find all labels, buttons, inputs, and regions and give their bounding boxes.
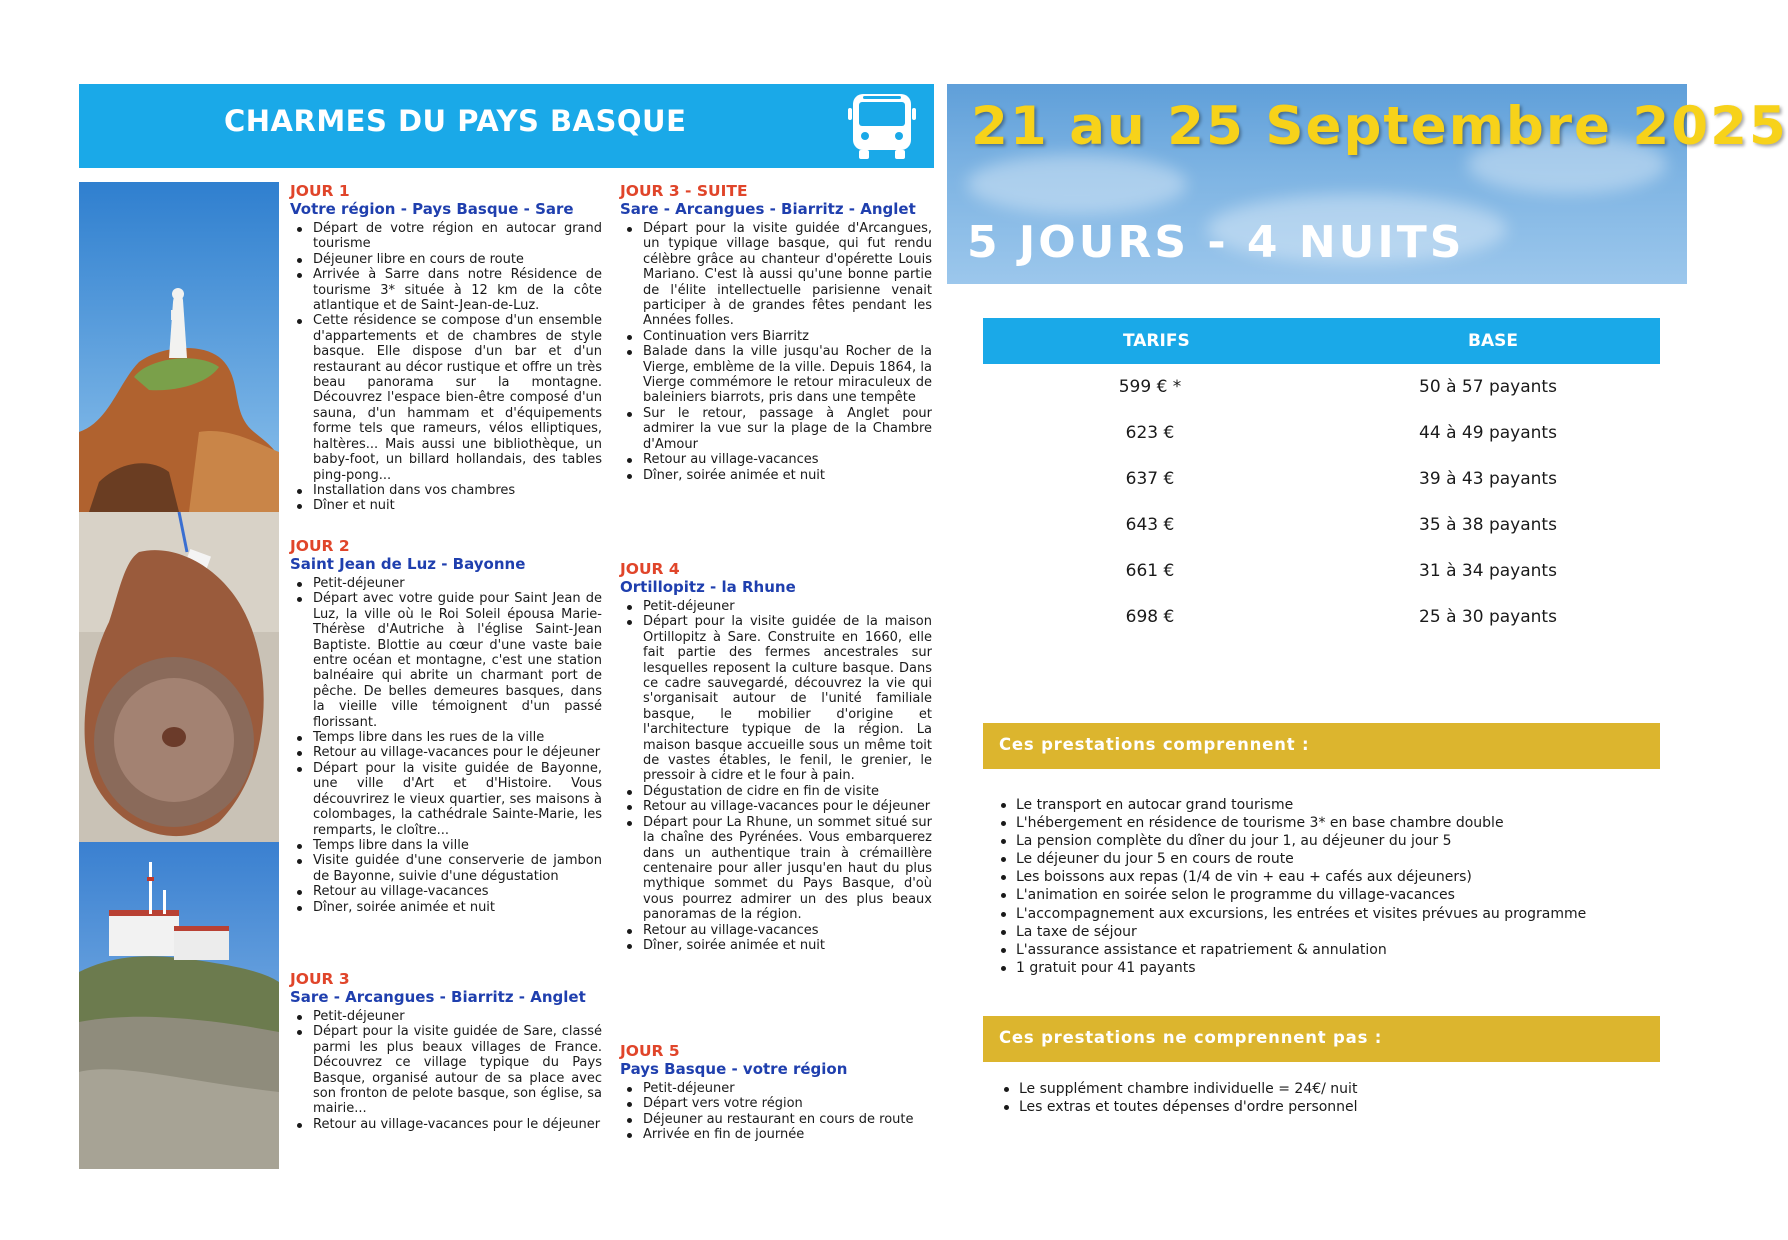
trip-dates: 21 au 25 Septembre 2025 — [971, 96, 1788, 157]
base-cell: 25 à 30 payants — [1419, 607, 1557, 627]
day-1-list — [290, 221, 602, 514]
hero-banner — [947, 84, 1788, 284]
list-item: Petit-déjeuner — [313, 1009, 602, 1024]
list-item: Arrivée à Sarre dans notre Résidence de tourisme 3* située à 12 km de la côte atlantique et de Saint-Jean-de-Luz. — [313, 267, 602, 314]
day-title: JOUR 2 — [290, 537, 350, 555]
list-item: Balade dans la ville jusqu'au Rocher de la Vierge, emblème de la ville. Depuis 1864, la Vierge commémore le retour miraculeux de baleiniers biarrots, pris dans une tempête — [643, 344, 932, 406]
list-item: Sur le retour, passage à Anglet pour admirer la vue sur la plage de la Chambre d'Amour — [643, 405, 932, 452]
price-cell: 637 € — [1125, 469, 1175, 489]
included-list — [1016, 796, 1586, 977]
table-row — [983, 607, 1660, 653]
list-item: Dîner et nuit — [313, 498, 602, 513]
list-item: Arrivée en fin de journée — [643, 1127, 932, 1142]
day-title: JOUR 3 - SUITE — [620, 182, 748, 200]
list-item: L'hébergement en résidence de tourisme 3* en base chambre double — [1016, 814, 1586, 832]
list-item: Départ de votre région en autocar grand tourisme — [313, 221, 602, 252]
price-cell: 643 € — [1125, 515, 1175, 535]
list-item: Retour au village-vacances — [313, 884, 602, 899]
list-item: Départ pour La Rhune, un sommet situé sur la chaîne des Pyrénées. Vous embarquerez dans un authentique train à crémaillère centenaire pour aller jusqu'en haut du plus mythique sommet du Pays Basque, d'où vous pourrez admirer un des plus beaux panoramas de la région. — [643, 814, 932, 923]
list-item: Continuation vers Biarritz — [643, 329, 932, 344]
list-item: Retour au village-vacances — [643, 923, 932, 938]
base-cell: 31 à 34 payants — [1419, 561, 1557, 581]
tarifs-header-price: TARIFS — [1123, 331, 1190, 351]
list-item: Temps libre dans les rues de la ville — [313, 730, 602, 745]
list-item: Départ pour la visite guidée d'Arcangues, un typique village basque, qui fut rendu célèbre grâce au chanteur d'opérette Louis Mariano. C'est là aussi qu'une bonne partie de l'élite intellectuelle parisienne venait participer à de grandes fêtes pendant les Années folles. — [643, 221, 932, 329]
photo-la-rhune — [79, 842, 279, 1169]
list-item: Les extras et toutes dépenses d'ordre personnel — [1019, 1099, 1358, 1116]
list-item: Les boissons aux repas (1/4 de vin + eau + cafés aux déjeuners) — [1016, 868, 1586, 886]
list-item: 1 gratuit pour 41 payants — [1016, 959, 1586, 977]
list-item: Temps libre dans la ville — [313, 838, 602, 853]
list-item: Visite guidée d'une conserverie de jambon de Bayonne, suivie d'une dégustation — [313, 853, 602, 884]
list-item: Dîner, soirée animée et nuit — [313, 900, 602, 915]
list-item: L'accompagnement aux excursions, les entrées et visites prévues au programme — [1016, 905, 1587, 922]
table-row — [983, 377, 1660, 423]
day-subtitle: Sare - Arcangues - Biarritz - Anglet — [620, 200, 916, 218]
day-3-suite — [620, 182, 932, 483]
list-item: Installation dans vos chambres — [313, 483, 602, 498]
day-subtitle: Ortillopitz - la Rhune — [620, 578, 796, 596]
photo-virgin-rock — [79, 182, 279, 512]
list-item: Le déjeuner du jour 5 en cours de route — [1016, 850, 1586, 868]
day-title: JOUR 1 — [290, 182, 350, 200]
base-cell: 50 à 57 payants — [1419, 377, 1557, 397]
header-banner — [79, 84, 934, 168]
list-item: Retour au village-vacances pour le déjeuner — [313, 1116, 601, 1132]
day-3-suite-list — [620, 221, 932, 483]
day-5 — [620, 1042, 932, 1143]
list-item: La pension complète du dîner du jour 1, au déjeuner du jour 5 — [1016, 832, 1586, 850]
list-item: Départ pour la visite guidée de Sare, classé parmi les plus beaux villages de France. Découvrez ce village typique du Pays Basque, organisé autour de sa place avec son fronton de pelote basque, son église, sa mairie... — [313, 1024, 602, 1117]
list-item: L'animation en soirée selon le programme du village-vacances — [1016, 886, 1586, 904]
list-item: Petit-déjeuner — [643, 1081, 932, 1096]
list-item: Le supplément chambre individuelle = 24€/ nuit — [1019, 1081, 1358, 1097]
list-item: Cette résidence se compose d'un ensemble d'appartements et de chambres de style basque. Elle dispose d'un bar et d'un restaurant au décor rustique et offre un très beau panorama sur la montagne. Découvrez l'espace bien-être composé d'un sauna, d'un hammam et d'équipements forme tels que rameurs, vélos elliptiques, haltères... Mais aussi une bibliothèque, un baby-foot, un billard hollandais, des tables ping-pong... — [313, 313, 602, 483]
base-cell: 35 à 38 payants — [1419, 515, 1557, 535]
base-cell: 44 à 49 payants — [1419, 423, 1557, 443]
excluded-title: Ces prestations ne comprennent pas : — [999, 1028, 1383, 1047]
table-row — [983, 423, 1660, 469]
list-item: Déjeuner libre en cours de route — [313, 252, 602, 267]
table-row — [983, 561, 1660, 607]
list-item: Dégustation de cidre en fin de visite — [643, 784, 932, 799]
list-item: Petit-déjeuner — [313, 576, 602, 591]
list-item: Retour au village-vacances pour le déjeuner — [643, 799, 931, 815]
day-subtitle: Saint Jean de Luz - Bayonne — [290, 555, 526, 573]
day-4 — [620, 560, 932, 953]
list-item: Départ pour la visite guidée de Bayonne, une ville d'Art et d'Histoire. Vous découvrirez le vieux quartier, ses maisons à colombages, la cathédrale Sainte-Marie, les remparts, le cloître... — [313, 760, 602, 838]
excluded-header — [983, 1016, 1660, 1062]
table-row — [983, 515, 1660, 561]
list-item: Le transport en autocar grand tourisme — [1016, 796, 1586, 814]
day-subtitle: Sare - Arcangues - Biarritz - Anglet — [290, 988, 586, 1006]
excluded-list — [1019, 1080, 1358, 1116]
list-item: Départ avec votre guide pour Saint Jean de Luz, la ville où le Roi Soleil épousa Marie-Thérèse d'Autriche à l'église Saint-Jean Baptiste. Blottie au cœur d'une vaste baie entre océan et montagne, c'est une station balnéaire qui abrite un charmant port de pêche. De belles demeures basques, dans la vieille ville témoignent d'un passé florissant. — [313, 591, 602, 730]
price-cell: 698 € — [1125, 607, 1175, 627]
page-title: CHARMES DU PAYS BASQUE — [224, 104, 687, 138]
list-item: L'assurance assistance et rapatriement & annulation — [1016, 941, 1586, 959]
list-item: Départ pour la visite guidée de la maison Ortillopitz à Sare. Construite en 1660, elle fait partie des fermes ancestrales sur lesquelles reposent la culture basque. Dans ce cadre sauvegardé, découvrez la vie qui s'organisait autour de l'unité familiale basque, le mobilier d'origine et l'architecture typique de la région. La maison basque accueille sous un même toit de vastes étables, le fenil, le grenier, le pressoir à cidre et le four à pain. — [643, 614, 932, 784]
list-item: Retour au village-vacances — [643, 452, 932, 467]
day-title: JOUR 4 — [620, 560, 680, 578]
list-item: La taxe de séjour — [1016, 923, 1586, 941]
tarifs-header — [983, 318, 1660, 364]
day-subtitle: Pays Basque - votre région — [620, 1060, 848, 1078]
day-2-list — [290, 576, 602, 915]
day-1 — [290, 182, 602, 514]
table-row — [983, 469, 1660, 515]
day-subtitle: Votre région - Pays Basque - Sare — [290, 200, 574, 218]
day-3-list — [290, 1009, 602, 1132]
day-title: JOUR 5 — [620, 1042, 680, 1060]
bus-icon — [847, 90, 917, 162]
tarifs-header-base: BASE — [1468, 331, 1518, 351]
list-item: Petit-déjeuner — [643, 599, 932, 614]
list-item: Retour au village-vacances pour le déjeuner — [313, 745, 601, 761]
day-5-list — [620, 1081, 932, 1143]
list-item: Dîner, soirée animée et nuit — [643, 938, 932, 953]
day-3 — [290, 970, 602, 1132]
base-cell: 39 à 43 payants — [1419, 469, 1557, 489]
list-item: Dîner, soirée animée et nuit — [643, 468, 932, 483]
price-cell: 623 € — [1125, 423, 1175, 443]
photo-bayonne-ham — [79, 512, 279, 842]
price-cell: 599 € * — [1118, 377, 1182, 397]
included-title: Ces prestations comprennent : — [999, 735, 1310, 754]
included-header — [983, 723, 1660, 769]
price-cell: 661 € — [1125, 561, 1175, 581]
day-4-list — [620, 599, 932, 953]
day-title: JOUR 3 — [290, 970, 350, 988]
list-item: Départ vers votre région — [643, 1096, 932, 1111]
list-item: Déjeuner au restaurant en cours de route — [643, 1112, 932, 1127]
day-2 — [290, 537, 602, 915]
photo-strip — [79, 182, 279, 1169]
trip-duration: 5 JOURS - 4 NUITS — [967, 217, 1465, 268]
